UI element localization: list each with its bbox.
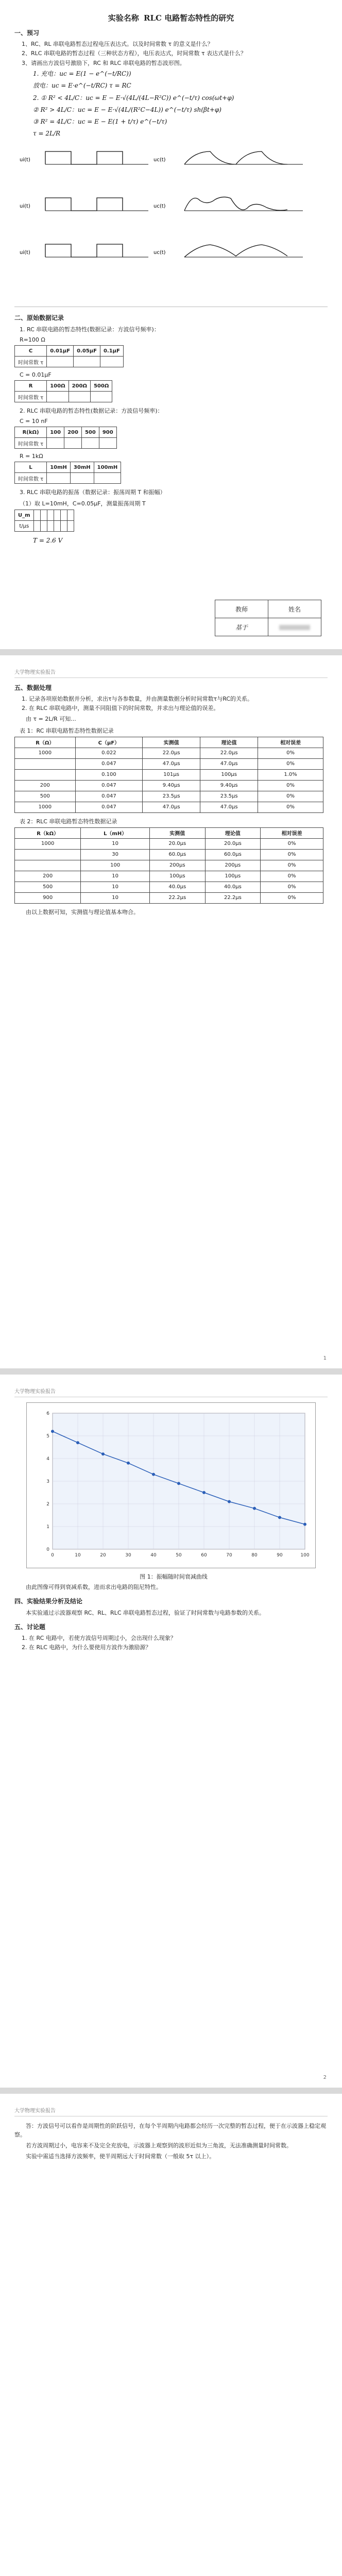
data-cell xyxy=(47,521,54,532)
question-3: 3、请画出方波信号激励下，RC 和 RLC 串联电路的暂态波形图。 xyxy=(22,59,185,66)
data-cell xyxy=(100,357,123,367)
cell: 30 xyxy=(81,849,150,860)
data-cell xyxy=(74,357,100,367)
data-cell xyxy=(33,521,40,532)
header-cell xyxy=(54,510,60,521)
y-tick-label: 5 xyxy=(46,1434,49,1439)
rc-fixed-r: R=100 Ω xyxy=(20,336,45,344)
table-oscillation xyxy=(14,510,74,532)
section-discussion-title: 五、讨论题 xyxy=(14,1623,46,1631)
table-rlc-vary-r xyxy=(14,427,117,449)
header-cell: C（μF） xyxy=(75,737,142,748)
table-caption-rc: 表 1：RC 串联电路暂态特性数据记录 xyxy=(20,727,114,734)
y-tick-label: 4 xyxy=(46,1456,49,1462)
waveform-row-2 xyxy=(20,197,303,211)
cell: 100μs xyxy=(205,871,261,882)
experiment-label: 实验名称 xyxy=(108,13,139,23)
cell: 10 xyxy=(81,892,150,903)
data-point xyxy=(127,1462,130,1465)
y-tick-label: 1 xyxy=(46,1524,49,1530)
processing-para-1: 由 τ = 2L/R 可知... xyxy=(26,715,76,722)
header-cell: 相对误差 xyxy=(261,827,323,838)
data-point xyxy=(101,1452,105,1455)
cell: 9.40μs xyxy=(200,780,258,791)
cell: 0% xyxy=(258,791,323,802)
cell: 0.022 xyxy=(75,748,142,758)
cell: 500 xyxy=(15,882,81,892)
decay-chart-svg xyxy=(27,1403,315,1568)
y-tick-label: 0 xyxy=(46,1547,49,1552)
data-cell xyxy=(94,473,121,484)
page-header: 大学物理实验报告 xyxy=(14,2106,328,2116)
cell: 10 xyxy=(81,838,150,849)
experiment-title xyxy=(14,12,328,23)
data-cell xyxy=(70,473,94,484)
handwritten-answer-4: ② R² > 4L/C：uc = E − E·√(4L/(R²C−4L)) e^(−t/τ) sh(βt+φ) xyxy=(33,106,221,113)
processing-step-2: 2. 在 RLC 串联电路中，测量不同阻值下的时间常数，并求出与理论值的误差。 xyxy=(22,705,219,712)
cell: 22.0μs xyxy=(200,748,258,758)
wave-label-2: uc(t) xyxy=(153,157,166,163)
x-tick-label: 30 xyxy=(125,1553,131,1558)
row-label: t/μs xyxy=(15,521,34,532)
header-cell: 500 xyxy=(81,427,99,438)
cell: 40.0μs xyxy=(205,882,261,892)
x-tick-label: 80 xyxy=(251,1553,258,1558)
cell: 0.047 xyxy=(75,802,142,812)
x-tick-label: 100 xyxy=(300,1553,310,1558)
section-raw-data-title: 二、原始数据记录 xyxy=(14,314,64,322)
data-point xyxy=(253,1507,256,1510)
y-tick-label: 2 xyxy=(46,1502,49,1507)
sig-blank xyxy=(268,618,321,636)
cell: 0.100 xyxy=(75,769,142,780)
row-label: 时间常数 τ xyxy=(15,473,47,484)
experiment-name: RLC 电路暂态特性的研究 xyxy=(144,13,234,23)
data-cell xyxy=(47,438,64,449)
cell: 900 xyxy=(15,892,81,903)
cell: 23.5μs xyxy=(200,791,258,802)
analysis-para-1: 由此图像可得到衰减系数，进而求出电路的阻尼特性。 xyxy=(26,1584,162,1590)
header-cell xyxy=(33,510,40,521)
handwritten-answer-1: 1. 充电：uc = E(1 − e^(−t/RC)) xyxy=(33,70,131,78)
table-row xyxy=(15,892,323,903)
cell: 10 xyxy=(81,871,150,882)
rlc-fixed-c: C = 10 nF xyxy=(20,418,48,425)
cell: 1000 xyxy=(15,838,81,849)
header-cell: 30mH xyxy=(70,462,94,473)
header-cell xyxy=(47,510,54,521)
cell: 20.0μs xyxy=(149,838,205,849)
cell: 0.047 xyxy=(75,758,142,769)
cell: 40.0μs xyxy=(149,882,205,892)
page-header: 大学物理实验报告 xyxy=(14,668,328,678)
data-cell xyxy=(69,392,90,402)
cell: 0% xyxy=(261,892,323,903)
cell: 23.5μs xyxy=(143,791,200,802)
header-cell: 0.01μF xyxy=(47,346,74,357)
handwritten-answer-6: τ = 2L/R xyxy=(33,130,61,138)
header-cell: 0.05μF xyxy=(74,346,100,357)
table-rc-vary-c xyxy=(14,345,124,367)
decay-chart xyxy=(26,1402,316,1568)
header-cell: 10mH xyxy=(47,462,71,473)
header-cell: L xyxy=(15,462,47,473)
page-4 xyxy=(0,2094,342,2576)
header-cell xyxy=(40,510,47,521)
waveform-row-1 xyxy=(20,151,303,164)
cell: 20.0μs xyxy=(205,838,261,849)
header-cell xyxy=(60,510,67,521)
cell: 1.0% xyxy=(258,769,323,780)
cell: 47.0μs xyxy=(200,758,258,769)
page-number: 2 xyxy=(323,2075,327,2080)
x-tick-label: 70 xyxy=(226,1553,232,1558)
handwritten-answer-2: 放电：uc = E·e^(−t/RC) τ = RC xyxy=(33,82,131,90)
table-rc-results xyxy=(14,737,323,813)
page-2 xyxy=(0,655,342,1368)
cell: 0% xyxy=(258,780,323,791)
data-cell xyxy=(60,521,67,532)
header-cell: 0.1μF xyxy=(100,346,123,357)
wave-label-5: ui(t) xyxy=(20,250,30,256)
table-row xyxy=(15,758,323,769)
data-cell xyxy=(67,521,74,532)
discussion-question-1: 1. 在 RC 电路中，若使方波信号周期过小，会出现什么现象？ xyxy=(22,1635,176,1642)
data-point xyxy=(152,1473,155,1476)
table-row xyxy=(15,802,323,812)
cell: 200 xyxy=(15,871,81,882)
question-1: 1、RC、RL 串联电路暂态过程电压表达式。以及时间常数 τ 的意义是什么？ xyxy=(22,41,213,47)
cell: 0% xyxy=(261,882,323,892)
cell: 100μs xyxy=(200,769,258,780)
cell: 0.047 xyxy=(75,791,142,802)
data-cell xyxy=(64,438,82,449)
cell: 22.2μs xyxy=(205,892,261,903)
cell: 0% xyxy=(261,849,323,860)
cell xyxy=(15,849,81,860)
header-cell: 理论值 xyxy=(205,827,261,838)
table-row xyxy=(15,882,323,892)
handwritten-answer-3: 2. ① R² < 4L/C：uc = E − E·√(4L/(4L−R²C)) e^(−t/τ) cos(ωt+φ) xyxy=(33,94,234,101)
question-2: 2、RLC 串联电路的暂态过程（三种状态方程），电压表达式，时间常数 τ 表达式是什么？ xyxy=(22,50,247,57)
header-cell xyxy=(67,510,74,521)
cell: 0.047 xyxy=(75,780,142,791)
cell: 1000 xyxy=(15,748,76,758)
cell xyxy=(15,758,76,769)
wave-label-3: ui(t) xyxy=(20,204,30,210)
cell: 100μs xyxy=(149,871,205,882)
wave-label-6: uc(t) xyxy=(153,250,166,256)
header-cell: R（kΩ） xyxy=(15,827,81,838)
data-point xyxy=(278,1516,281,1519)
section-preview-title: 一、预习 xyxy=(14,29,40,37)
signature-table xyxy=(215,600,321,636)
cell: 0% xyxy=(258,748,323,758)
page-header: 大学物理实验报告 xyxy=(14,1387,328,1397)
section-conclusion-title: 四、实验结果分析及结论 xyxy=(14,1598,83,1605)
data-point xyxy=(202,1491,206,1494)
header-cell: R xyxy=(15,381,47,392)
discussion-question-2: 2. 在 RLC 电路中，为什么要使用方波作为激励源？ xyxy=(22,1644,151,1651)
cell: 22.2μs xyxy=(149,892,205,903)
sig-student: 基于 xyxy=(215,618,268,636)
data-point xyxy=(177,1482,180,1485)
data-point xyxy=(76,1441,79,1444)
table-row xyxy=(15,838,323,849)
header-cell: 理论值 xyxy=(200,737,258,748)
page-3 xyxy=(0,1375,342,2088)
data-cell xyxy=(47,392,69,402)
table-row xyxy=(15,791,323,802)
cell: 60.0μs xyxy=(149,849,205,860)
cell: 60.0μs xyxy=(205,849,261,860)
rlc-item-title: 2. RLC 串联电路的暂态特性(数据记录：方波信号频率)： xyxy=(20,408,163,415)
page-number: 1 xyxy=(323,1355,327,1361)
header-cell: 100Ω xyxy=(47,381,69,392)
x-tick-label: 0 xyxy=(51,1553,54,1558)
y-tick-label: 3 xyxy=(46,1479,49,1484)
data-cell xyxy=(54,521,60,532)
header-cell: 实测值 xyxy=(143,737,200,748)
header-cell: 100 xyxy=(47,427,64,438)
cell: 0% xyxy=(261,871,323,882)
row-label: 时间常数 τ xyxy=(15,392,47,402)
header-cell: 200Ω xyxy=(69,381,90,392)
cell: 101μs xyxy=(143,769,200,780)
wave-label-4: uc(t) xyxy=(153,204,166,210)
cell: 100 xyxy=(81,860,150,871)
x-tick-label: 10 xyxy=(75,1553,81,1558)
header-cell: 实测值 xyxy=(149,827,205,838)
table-row xyxy=(15,748,323,758)
conclusion-para: 本实验通过示波器观察 RC、RL、RLC 串联电路暂态过程，验证了时间常数与电路参数的关系。 xyxy=(26,1609,265,1617)
page-1 xyxy=(0,0,342,649)
chart-caption: 图 1：振幅随时间衰减曲线 xyxy=(140,1573,208,1580)
x-tick-label: 90 xyxy=(277,1553,283,1558)
cell: 0% xyxy=(261,860,323,871)
header-cell: U_m xyxy=(15,510,34,521)
data-cell xyxy=(40,521,47,532)
cell: 200 xyxy=(15,780,76,791)
header-cell: 500Ω xyxy=(90,381,112,392)
header-cell: R（Ω） xyxy=(15,737,76,748)
cell: 200μs xyxy=(149,860,205,871)
cell: 0% xyxy=(261,838,323,849)
x-tick-label: 20 xyxy=(100,1553,106,1558)
wave-label-1: ui(t) xyxy=(20,157,30,163)
table-row xyxy=(15,849,323,860)
header-cell: 900 xyxy=(99,427,116,438)
data-cell xyxy=(90,392,112,402)
answer-para-3: 实验中需适当选择方波频率，使半周期远大于时间常数（一般取 5τ 以上）。 xyxy=(26,2153,215,2160)
table-row xyxy=(15,860,323,871)
y-tick-label: 6 xyxy=(46,1411,49,1416)
oscillation-result: T = 2.6 V xyxy=(33,537,63,545)
header-cell: R(kΩ) xyxy=(15,427,47,438)
data-cell xyxy=(47,473,71,484)
answer-para-1: 答：方波信号可以看作是周期性的阶跃信号，在每个半周期内电路都会经历一次完整的暂态过程，便于在示波器上稳定观察。 xyxy=(14,2123,326,2139)
row-label: 时间常数 τ xyxy=(15,357,47,367)
cell xyxy=(15,860,81,871)
header-cell: 200 xyxy=(64,427,82,438)
x-tick-label: 50 xyxy=(176,1553,182,1558)
cell: 0% xyxy=(258,758,323,769)
row-label: 时间常数 τ xyxy=(15,438,47,449)
cell xyxy=(15,769,76,780)
cell: 1000 xyxy=(15,802,76,812)
x-tick-label: 40 xyxy=(150,1553,157,1558)
oscillation-item-title: 3. RLC 串联电路的振荡（数据记录：振荡周期 T 和振幅） xyxy=(20,489,166,496)
rc-item-title: 1. RC 串联电路的暂态特性(数据记录：方波信号频率)： xyxy=(20,326,160,333)
section-processing-title: 五、数据处理 xyxy=(14,684,52,691)
cell: 500 xyxy=(15,791,76,802)
header-cell: L（mH） xyxy=(81,827,150,838)
data-point xyxy=(51,1430,54,1433)
cell: 47.0μs xyxy=(143,802,200,812)
table-rlc-results xyxy=(14,827,323,904)
answer-para-2: 若方波周期过小，电容来不及完全充放电，示波器上观察到的波形近似为三角波，无法准确测量时间常数。 xyxy=(26,2142,292,2149)
cell: 0% xyxy=(258,802,323,812)
table-caption-rlc: 表 2：RLC 串联电路暂态特性数据记录 xyxy=(20,818,117,825)
data-cell xyxy=(99,438,116,449)
data-point xyxy=(303,1523,306,1526)
waveform-row-3 xyxy=(20,244,303,257)
rc-fixed-c: C = 0.01μF xyxy=(20,371,52,379)
x-tick-label: 60 xyxy=(201,1553,207,1558)
processing-step-1: 1. 记录各项原始数据并分析，求出τ与各参数量，并由测量数据分析时间常数τ与RC的关系。 xyxy=(22,696,253,702)
handwritten-answer-5: ③ R² = 4L/C：uc = E − E(1 + t/τ) e^(−t/τ) xyxy=(33,117,167,125)
sig-name-label: 姓名 xyxy=(268,600,321,618)
table-row xyxy=(15,871,323,882)
processing-para-2: 由以上数据可知，实测值与理论值基本吻合。 xyxy=(26,908,139,916)
data-point xyxy=(228,1500,231,1503)
table-rlc-vary-l xyxy=(14,462,121,484)
oscillation-note: （1）取 L=10mH，C=0.05μF，测量振荡周期 T xyxy=(20,500,146,507)
data-cell xyxy=(81,438,99,449)
table-row xyxy=(15,780,323,791)
sig-teacher-label: 教师 xyxy=(215,600,268,618)
data-cell xyxy=(47,357,74,367)
cell: 22.0μs xyxy=(143,748,200,758)
header-cell: 相对误差 xyxy=(258,737,323,748)
cell: 47.0μs xyxy=(200,802,258,812)
cell: 47.0μs xyxy=(143,758,200,769)
cell: 9.40μs xyxy=(143,780,200,791)
rlc-fixed-r: R = 1kΩ xyxy=(20,453,43,460)
cell: 10 xyxy=(81,882,150,892)
table-rc-vary-r xyxy=(14,380,112,402)
header-cell: 100mH xyxy=(94,462,121,473)
table-row xyxy=(15,769,323,780)
cell: 200μs xyxy=(205,860,261,871)
waveform-sketches xyxy=(14,144,323,298)
header-cell: C xyxy=(15,346,47,357)
